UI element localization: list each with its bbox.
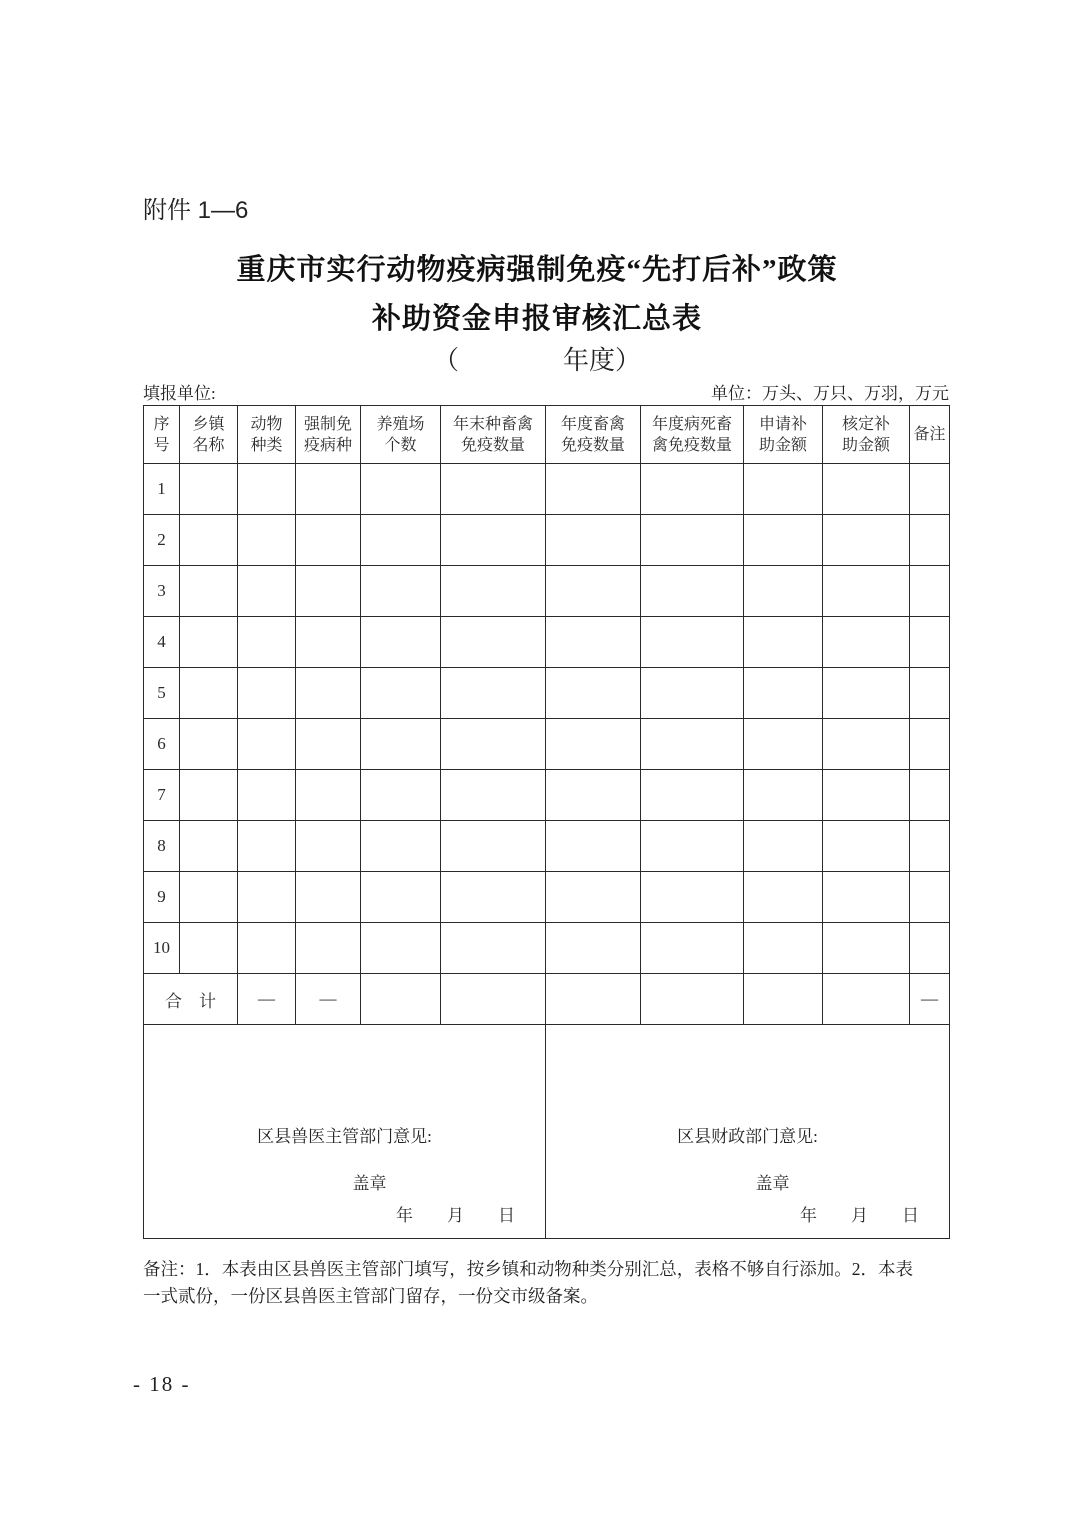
table-header-row [144,406,950,464]
table-cell [910,923,950,974]
row-number: 9 [144,872,180,923]
seal-label: 盖章 [352,1174,387,1193]
seal-label: 盖章 [755,1174,790,1193]
table-cell [296,719,361,770]
table-row [144,923,950,974]
table-cell [546,515,641,566]
table-cell [823,923,910,974]
footnote-line-1: 备注：1．本表由区县兽医主管部门填写，按乡镇和动物种类分别汇总，表格不够自行添加。2．本表 [143,1259,913,1279]
document-subtitle: 补助资金申报审核汇总表 [371,303,702,335]
table-row [144,821,950,872]
table-cell [823,464,910,515]
table-cell [238,719,296,770]
table-cell [546,872,641,923]
column-header-yearend-breeding: 年末种畜禽 免疫数量 [441,406,546,464]
table-cell [641,872,744,923]
table-cell [823,719,910,770]
table-cell [180,566,238,617]
table-cell [296,668,361,719]
total-remarks-dash: — [910,974,950,1025]
table-cell [744,770,823,821]
table-row [144,566,950,617]
table-cell [641,668,744,719]
table-cell [744,719,823,770]
table-cell [823,668,910,719]
date-line: 年 月 日 [396,1206,515,1225]
table-cell [546,464,641,515]
opinion-row [144,1025,950,1239]
table-cell [641,974,744,1025]
table-cell [641,464,744,515]
table-cell [441,668,546,719]
table-cell [296,464,361,515]
table-cell [910,617,950,668]
column-header-applied-amount: 申请补 助金额 [744,406,823,464]
table-cell [744,872,823,923]
table-cell [641,515,744,566]
column-header-remarks: 备注 [910,406,950,464]
row-number: 1 [144,464,180,515]
table-cell [823,515,910,566]
table-cell [546,821,641,872]
table-cell [180,923,238,974]
table-row [144,770,950,821]
table-cell [238,464,296,515]
footnote-line-2: 一式贰份，一份区县兽医主管部门留存，一份交市级备案。 [143,1286,598,1306]
table-cell [441,464,546,515]
table-cell [641,719,744,770]
total-animal-dash: — [238,974,296,1025]
table-cell [441,770,546,821]
attachment-label: 附件 1—6 [143,197,249,224]
table-cell [441,566,546,617]
table-cell [823,821,910,872]
table-cell [441,515,546,566]
row-number: 5 [144,668,180,719]
column-header-farm-count: 养殖场 个数 [361,406,441,464]
table-cell [361,872,441,923]
column-header-dead-immunized: 年度病死畜 禽免疫数量 [641,406,744,464]
table-cell [546,668,641,719]
table-cell [823,974,910,1025]
vet-opinion-label: 区县兽医主管部门意见: [257,1127,432,1146]
table-cell [238,770,296,821]
table-cell [361,770,441,821]
column-header-animal-type: 动物 种类 [238,406,296,464]
table-cell [238,821,296,872]
column-header-township: 乡镇 名称 [180,406,238,464]
page-number: - 18 - [133,1372,191,1396]
table-cell [910,821,950,872]
table-cell [910,719,950,770]
report-unit-label: 填报单位: [143,384,216,403]
date-line: 年 月 日 [800,1206,919,1225]
table-cell [910,668,950,719]
table-cell [296,872,361,923]
table-cell [238,515,296,566]
vet-opinion-cell [144,1025,546,1239]
table-row [144,668,950,719]
table-cell [823,872,910,923]
table-cell [361,464,441,515]
table-cell [641,923,744,974]
table-cell [361,923,441,974]
total-label: 合 计 [144,974,238,1025]
table-cell [296,923,361,974]
table-cell [180,821,238,872]
row-number: 8 [144,821,180,872]
table-cell [744,974,823,1025]
footnote [143,1256,951,1310]
table-cell [910,770,950,821]
table-cell [744,515,823,566]
table-cell [744,566,823,617]
finance-opinion-cell [546,1025,950,1239]
table-cell [641,617,744,668]
table-cell [641,770,744,821]
table-cell [441,974,546,1025]
table-cell [441,821,546,872]
table-cell [823,617,910,668]
table-cell [361,566,441,617]
table-cell [744,668,823,719]
table-cell [546,923,641,974]
row-number: 10 [144,923,180,974]
column-header-disease: 强制免 疫病种 [296,406,361,464]
table-cell [910,566,950,617]
table-row [144,872,950,923]
column-header-annual-immunized: 年度畜禽 免疫数量 [546,406,641,464]
table-cell [361,974,441,1025]
table-cell [546,566,641,617]
row-number: 3 [144,566,180,617]
table-row [144,515,950,566]
table-cell [744,617,823,668]
table-cell [180,668,238,719]
table-cell [180,719,238,770]
unit-note: 单位：万头、万只、万羽，万元 [711,384,949,403]
table-cell [546,617,641,668]
table-cell [296,770,361,821]
table-cell [441,923,546,974]
table-cell [641,566,744,617]
table-cell [361,719,441,770]
column-header-approved-amount: 核定补 助金额 [823,406,910,464]
table-cell [296,821,361,872]
meta-line [143,379,949,404]
table-cell [641,821,744,872]
table-cell [910,515,950,566]
summary-table [143,405,950,1239]
table-cell [296,515,361,566]
total-row [144,974,950,1025]
table-cell [238,566,296,617]
table-cell [361,617,441,668]
row-number: 7 [144,770,180,821]
row-number: 4 [144,617,180,668]
table-cell [180,464,238,515]
table-cell [910,872,950,923]
table-cell [441,617,546,668]
document-title: 重庆市实行动物疫病强制免疫“先打后补”政策 [236,254,838,286]
table-cell [823,566,910,617]
table-cell [361,515,441,566]
table-cell [744,923,823,974]
table-cell [238,617,296,668]
table-row [144,617,950,668]
table-cell [180,617,238,668]
table-row [144,464,950,515]
table-cell [180,770,238,821]
table-cell [441,872,546,923]
table-cell [361,821,441,872]
table-cell [823,770,910,821]
total-disease-dash: — [296,974,361,1025]
year-blank-line: （ 年度） [432,346,641,375]
finance-opinion-label: 区县财政部门意见: [677,1127,818,1146]
table-cell [546,770,641,821]
table-cell [180,515,238,566]
table-cell [546,974,641,1025]
table-cell [546,719,641,770]
table-cell [910,464,950,515]
column-header-seq: 序 号 [144,406,180,464]
table-cell [238,668,296,719]
table-cell [744,821,823,872]
table-cell [296,617,361,668]
table-cell [238,923,296,974]
table-row [144,719,950,770]
table-cell [296,566,361,617]
table-cell [441,719,546,770]
table-cell [238,872,296,923]
table-cell [744,464,823,515]
row-number: 6 [144,719,180,770]
table-cell [361,668,441,719]
row-number: 2 [144,515,180,566]
table-cell [180,872,238,923]
